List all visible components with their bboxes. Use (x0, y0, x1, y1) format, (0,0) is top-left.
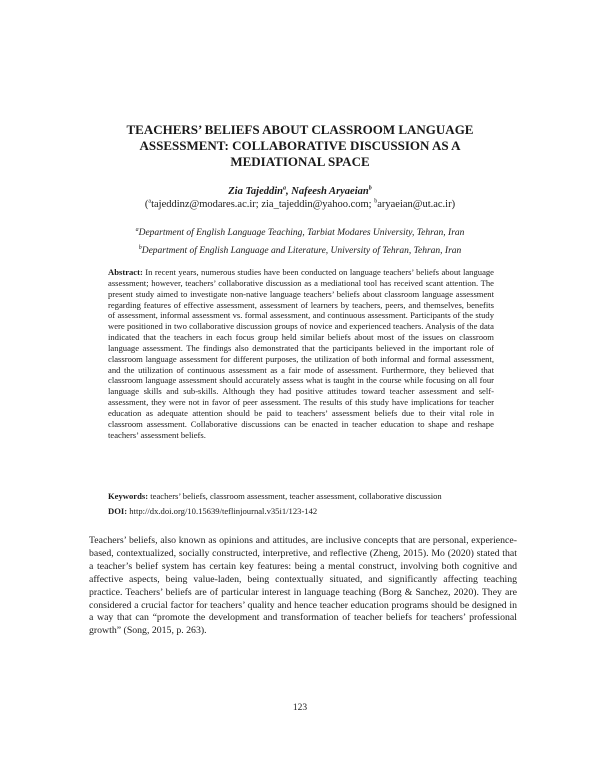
author-1: Zia Tajeddin (228, 186, 283, 197)
keywords-text: teachers’ beliefs, classroom assessment, teacher assessment, collaborative discussion (148, 491, 442, 501)
doi (108, 506, 508, 517)
affiliation-b-sup: b (138, 244, 142, 251)
email-sup-a: a (148, 198, 152, 205)
body-paragraph: Teachers’ beliefs, also known as opinions and attitudes, are inclusive concepts that are personal, experience-based, contextualized, socially constructed, interpretive, and reflective (Zheng, 2015). Mo (2020) stated that a teacher’s belief system has certain key features: being a mental construct, involving both cognitive and affective aspects, being value-laden, being contextually situated, and significantly affecting teaching practice. Teachers’ beliefs are of particular interest in language teaching (Borg & Sanchez, 2020). They are considered a crucial factor for teachers’ quality and hence teacher education programs should be designed in a way that can “promote the development and transformation of teacher beliefs for teachers’ professional growth” (Song, 2015, p. 263). (89, 535, 517, 637)
author-2-sup: b (368, 185, 372, 192)
page-number: 123 (292, 703, 308, 713)
title-line-1: TEACHERS’ BELIEFS ABOUT CLASSROOM LANGUAGE (126, 122, 474, 137)
email-b: aryaeian@ut.ac.ir) (377, 199, 456, 210)
affiliation-b (60, 245, 540, 257)
abstract-label: Abstract: (108, 267, 143, 277)
paper-title (90, 122, 510, 170)
keywords (108, 491, 508, 502)
affiliation-b-text: Department of English Language and Literature, University of Tehran, Tehran, Iran (141, 246, 462, 256)
affiliation-a-sup: a (135, 226, 139, 233)
author-2: Nafeesh Aryaeian (291, 186, 369, 197)
abstract-text: In recent years, numerous studies have been conducted on language teachers’ beliefs about language assessment; however, teachers’ collaborative discussion as a mediational tool has received scant attention. The present study aimed to investigate non-native language teachers’ beliefs about classroom language assessment regarding features of effective assessment, assessment of learners by teachers, peers, and themselves, benefits of assessment, informal assessment vs. formal assessment, and continuous assessment. Participants of the study were positioned in two collaborative discussion groups of novice and experienced teachers. Analysis of the data indicated that the teachers in each focus group held similar beliefs about most of the issues on classroom language assessment. The findings also demonstrated that the participants believed in the important role of classroom language assessment for different purposes, the utilization of both informal and formal assessment, and the utilization of continuous assessment as a fair mode of assessment. Furthermore, they believed that classroom language assessment should accurately assess what is taught in the course while focusing on all four language skills and sub-skills. Although they had positive attitudes toward teacher assessment and self-assessment, they were not in favor of peer assessment. The results of this study have implications for teacher education as adequate attention should be paid to teachers’ assessment beliefs due to their vital role in classroom assessment. Collaborative discussions can be enacted in teacher education to shape and reshape teachers’ assessment beliefs. (108, 267, 494, 440)
doi-label: DOI: (108, 506, 128, 516)
author-names (60, 185, 540, 198)
email-a: tajeddinz@modares.ac.ir; zia_tajeddin@yahoo.com; (151, 199, 375, 210)
author-block (60, 185, 540, 211)
keywords-label: Keywords: (108, 491, 149, 501)
abstract (108, 267, 494, 441)
email-open: ( (144, 199, 149, 210)
author-1-sup: a (283, 185, 286, 192)
title-line-3: MEDIATIONAL SPACE (230, 154, 370, 169)
email-sup-b: b (374, 198, 378, 205)
affiliation-a (60, 227, 540, 239)
author-separator: , (286, 186, 292, 197)
affiliation-a-text: Department of English Language Teaching, Tarbiat Modares University, Tehran, Iran (138, 228, 465, 238)
doi-link[interactable]: http://dx.doi.org/10.15639/teflinjournal.v35i1/123-142 (127, 506, 318, 516)
title-line-2: ASSESSMENT: COLLABORATIVE DISCUSSION AS A (139, 138, 461, 153)
author-emails (60, 198, 540, 211)
